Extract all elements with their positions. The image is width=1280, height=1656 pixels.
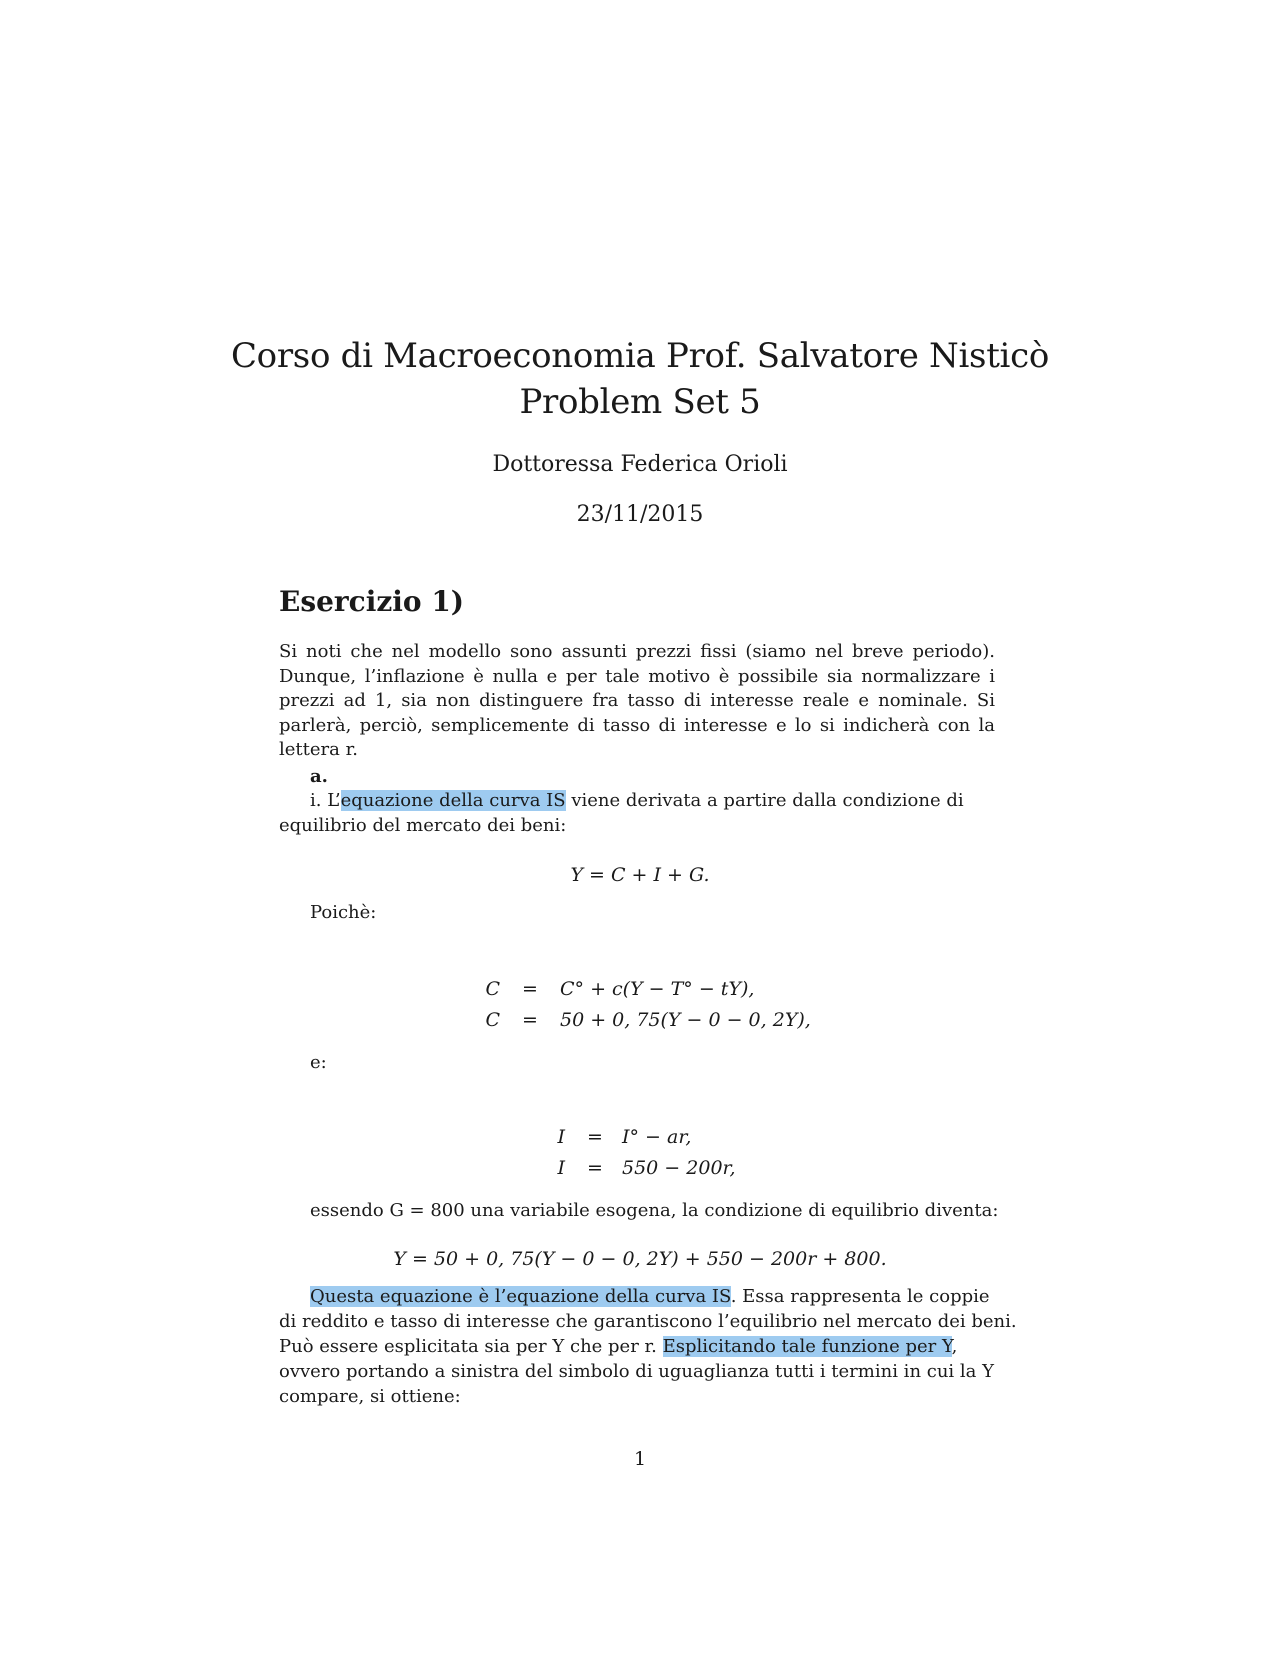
highlight-is-equation: Questa equazione è l’equazione della curva IS (310, 1286, 731, 1307)
final-line-1 (310, 1286, 990, 1307)
consumption-lhs-2: C (485, 1009, 500, 1031)
consumption-equals-2: = (522, 1009, 538, 1031)
final-line-3 (279, 1336, 957, 1357)
investment-rhs-1: I° − ar, (622, 1126, 692, 1148)
author: Dottoressa Federica Orioli (492, 452, 788, 477)
e-label: e: (310, 1052, 327, 1073)
equation-goods-market: Y = C + I + G. (570, 864, 710, 886)
item-i-prefix: i. L’ (310, 790, 341, 811)
investment-lhs-1: I (557, 1126, 565, 1148)
intro-paragraph: Si noti che nel modello sono assunti prezzi fissi (siamo nel breve periodo). Dunque, l’inflazione è nulla e per tale motivo è possibile sia normalizzare i prezzi ad 1, sia non distinguere fra tasso di interesse reale e nominale. Si parlerà, perciò, semplicemente di tasso di interesse e lo si indicherà con la lettera r. (279, 641, 995, 761)
highlight-is-curve: equazione della curva IS (340, 790, 566, 811)
final-line-4: ovvero portando a sinistra del simbolo di uguaglianza tutti i termini in cui la Y (279, 1361, 994, 1382)
section-heading: Esercizio 1) (279, 585, 465, 618)
investment-equals-2: = (587, 1157, 603, 1179)
investment-rhs-2: 550 − 200r, (622, 1157, 736, 1179)
title-line-2: Problem Set 5 (519, 382, 761, 422)
part-a-label: a. (310, 766, 328, 787)
date: 23/11/2015 (576, 502, 704, 527)
consumption-lhs-1: C (485, 978, 500, 1000)
final-line-3-post: , (951, 1336, 958, 1357)
consumption-rhs-1: C° + c(Y − T° − tY), (560, 978, 755, 1000)
final-line-1-rest: . Essa rappresenta le coppie (730, 1286, 990, 1307)
investment-equals-1: = (587, 1126, 603, 1148)
item-i-rest: viene derivata a partire dalla condizione di (565, 790, 964, 811)
page-number: 1 (633, 1448, 647, 1470)
final-line-3-pre: Può essere esplicitata sia per Y che per r. (279, 1336, 663, 1357)
item-i-line-2: equilibrio del mercato dei beni: (279, 815, 567, 836)
essendo-line: essendo G = 800 una variabile esogena, la condizione di equilibrio diventa: (310, 1200, 999, 1221)
item-i-line-1 (310, 790, 964, 811)
consumption-equals-1: = (522, 978, 538, 1000)
final-line-5: compare, si ottiene: (279, 1386, 461, 1407)
poiche-label: Poichè: (310, 902, 377, 923)
title-line-1: Corso di Macroeconomia Prof. Salvatore Nisticò (230, 336, 1050, 376)
investment-lhs-2: I (557, 1157, 565, 1179)
consumption-rhs-2: 50 + 0, 75(Y − 0 − 0, 2Y), (560, 1009, 811, 1031)
final-line-2: di reddito e tasso di interesse che garantiscono l’equilibrio nel mercato dei beni. (279, 1311, 1017, 1332)
equation-is-equilibrium: Y = 50 + 0, 75(Y − 0 − 0, 2Y) + 550 − 200r + 800. (393, 1248, 887, 1270)
highlight-explicit-y: Esplicitando tale funzione per Y (662, 1336, 952, 1357)
